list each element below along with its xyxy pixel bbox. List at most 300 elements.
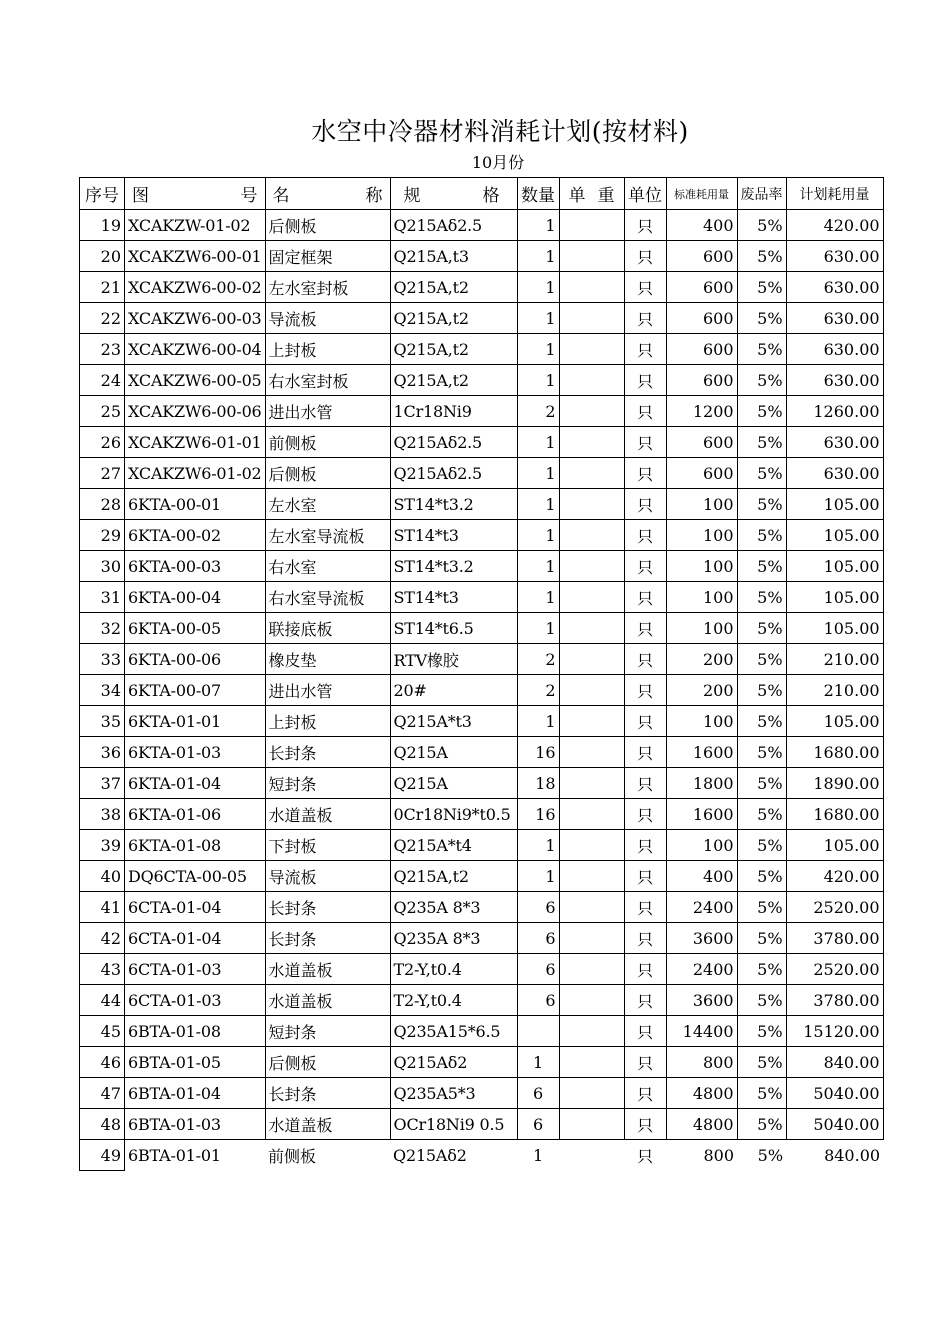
- header-scrap-rate: 废品率: [737, 178, 786, 210]
- row-unit-weight: [559, 1016, 624, 1047]
- row-seq: 44: [80, 985, 125, 1016]
- row-scrap-rate: 5%: [737, 551, 786, 582]
- row-scrap-rate: 5%: [737, 396, 786, 427]
- row-unit-weight: [559, 458, 624, 489]
- row-std-usage: 1600: [666, 799, 737, 830]
- table-row: [80, 644, 884, 675]
- row-drawing-number: 6CTA-01-04: [125, 923, 266, 954]
- row-plan-usage: 2520.00: [786, 954, 883, 985]
- row-name: 左水室导流板: [265, 520, 390, 551]
- row-unit: 只: [624, 365, 666, 396]
- row-unit: 只: [624, 520, 666, 551]
- row-name: 长封条: [265, 892, 390, 923]
- row-qty: 1: [517, 551, 559, 582]
- row-scrap-rate: 5%: [737, 923, 786, 954]
- row-qty: 1: [517, 582, 559, 613]
- row-plan-usage: 630.00: [786, 303, 883, 334]
- row-plan-usage: 210.00: [786, 675, 883, 706]
- row-scrap-rate: 5%: [737, 582, 786, 613]
- row-spec: Q215A,t2: [390, 861, 517, 892]
- row-std-usage: 600: [666, 458, 737, 489]
- row-unit: 只: [624, 1016, 666, 1047]
- row-std-usage: 2400: [666, 954, 737, 985]
- row-qty: 2: [517, 396, 559, 427]
- row-name: 短封条: [265, 768, 390, 799]
- row-plan-usage: 420.00: [786, 210, 883, 241]
- row-name: 前侧板: [265, 427, 390, 458]
- table-row: [80, 458, 884, 489]
- row-drawing-number: XCAKZW6-01-02: [125, 458, 266, 489]
- row-seq: 48: [80, 1109, 125, 1140]
- row-seq: 23: [80, 334, 125, 365]
- row-spec: Q215A: [390, 737, 517, 768]
- row-name: 前侧板: [265, 1140, 390, 1171]
- row-unit: 只: [624, 892, 666, 923]
- row-drawing-number: 6BTA-01-05: [125, 1047, 266, 1078]
- row-seq: 24: [80, 365, 125, 396]
- row-seq: 42: [80, 923, 125, 954]
- row-plan-usage: 630.00: [786, 272, 883, 303]
- row-unit-weight: [559, 675, 624, 706]
- row-drawing-number: 6KTA-01-01: [125, 706, 266, 737]
- row-scrap-rate: 5%: [737, 706, 786, 737]
- row-unit-weight: [559, 334, 624, 365]
- table-row: [80, 737, 884, 768]
- row-unit-weight: [559, 613, 624, 644]
- row-std-usage: 200: [666, 644, 737, 675]
- row-qty: 16: [517, 737, 559, 768]
- row-name: 上封板: [265, 706, 390, 737]
- row-spec: 20#: [390, 675, 517, 706]
- row-unit: 只: [624, 551, 666, 582]
- row-seq: 22: [80, 303, 125, 334]
- row-scrap-rate: 5%: [737, 520, 786, 551]
- row-scrap-rate: 5%: [737, 613, 786, 644]
- row-qty: 16: [517, 799, 559, 830]
- table-row: [80, 1109, 884, 1140]
- row-unit: 只: [624, 272, 666, 303]
- header-qty: 数量: [517, 178, 559, 210]
- row-drawing-number: 6KTA-01-08: [125, 830, 266, 861]
- table-row: [80, 272, 884, 303]
- row-unit-weight: [559, 489, 624, 520]
- row-qty: 6: [517, 923, 559, 954]
- page-title: 水空中冷器材料消耗计划(按材料): [311, 117, 689, 146]
- row-drawing-number: 6KTA-00-05: [125, 613, 266, 644]
- row-drawing-number: 6CTA-01-03: [125, 954, 266, 985]
- row-unit-weight: [559, 520, 624, 551]
- row-spec: Q235A 8*3: [390, 923, 517, 954]
- table-row: [80, 551, 884, 582]
- row-scrap-rate: 5%: [737, 210, 786, 241]
- row-std-usage: 1600: [666, 737, 737, 768]
- row-scrap-rate: 5%: [737, 1078, 786, 1109]
- row-drawing-number: 6BTA-01-08: [125, 1016, 266, 1047]
- row-unit: 只: [624, 830, 666, 861]
- row-name: 后侧板: [265, 1047, 390, 1078]
- row-std-usage: 100: [666, 489, 737, 520]
- row-spec: Q215Aδ2.5: [390, 210, 517, 241]
- row-seq: 46: [80, 1047, 125, 1078]
- row-unit-weight: [559, 737, 624, 768]
- row-unit-weight: [559, 706, 624, 737]
- row-unit: 只: [624, 1047, 666, 1078]
- row-spec: Q235A 8*3: [390, 892, 517, 923]
- row-scrap-rate: 5%: [737, 334, 786, 365]
- row-unit: 只: [624, 458, 666, 489]
- row-seq: 19: [80, 210, 125, 241]
- row-name: 固定框架: [265, 241, 390, 272]
- row-seq: 40: [80, 861, 125, 892]
- row-qty: 6: [517, 892, 559, 923]
- table-row: [80, 334, 884, 365]
- row-seq: 34: [80, 675, 125, 706]
- row-drawing-number: DQ6CTA-00-05: [125, 861, 266, 892]
- row-name: 长封条: [265, 1078, 390, 1109]
- row-scrap-rate: 5%: [737, 241, 786, 272]
- row-unit-weight: [559, 799, 624, 830]
- row-drawing-number: 6CTA-01-04: [125, 892, 266, 923]
- row-unit-weight: [559, 644, 624, 675]
- table-row: [80, 427, 884, 458]
- row-plan-usage: 1680.00: [786, 737, 883, 768]
- row-unit: 只: [624, 737, 666, 768]
- row-scrap-rate: 5%: [737, 644, 786, 675]
- row-unit-weight: [559, 1078, 624, 1109]
- table-row: [80, 1047, 884, 1078]
- row-plan-usage: 2520.00: [786, 892, 883, 923]
- header-unit: 单位: [624, 178, 666, 210]
- row-spec: T2-Y,t0.4: [390, 985, 517, 1016]
- row-qty: 1: [517, 1140, 559, 1171]
- row-drawing-number: XCAKZW6-01-01: [125, 427, 266, 458]
- row-plan-usage: 105.00: [786, 706, 883, 737]
- row-plan-usage: 630.00: [786, 241, 883, 272]
- row-scrap-rate: 5%: [737, 892, 786, 923]
- row-drawing-number: 6CTA-01-03: [125, 985, 266, 1016]
- row-qty: 6: [517, 1109, 559, 1140]
- row-unit: 只: [624, 985, 666, 1016]
- row-spec: Q215A,t2: [390, 272, 517, 303]
- row-qty: 2: [517, 675, 559, 706]
- header-plan-usage: 计划耗用量: [786, 178, 883, 210]
- row-name: 下封板: [265, 830, 390, 861]
- header-name: 名 称: [265, 178, 390, 210]
- row-spec: Q215A*t4: [390, 830, 517, 861]
- row-std-usage: 600: [666, 334, 737, 365]
- row-unit-weight: [559, 303, 624, 334]
- row-name: 水道盖板: [265, 954, 390, 985]
- table-row: [80, 241, 884, 272]
- table-row: [80, 768, 884, 799]
- header-unit-weight: 单 重: [559, 178, 624, 210]
- row-std-usage: 600: [666, 365, 737, 396]
- row-drawing-number: XCAKZW6-00-05: [125, 365, 266, 396]
- row-seq: 29: [80, 520, 125, 551]
- row-plan-usage: 840.00: [786, 1140, 883, 1171]
- row-unit-weight: [559, 923, 624, 954]
- row-unit: 只: [624, 706, 666, 737]
- row-name: 进出水管: [265, 675, 390, 706]
- row-std-usage: 200: [666, 675, 737, 706]
- row-seq: 45: [80, 1016, 125, 1047]
- row-unit: 只: [624, 861, 666, 892]
- table-row: [80, 706, 884, 737]
- row-unit-weight: [559, 985, 624, 1016]
- row-unit: 只: [624, 644, 666, 675]
- row-unit: 只: [624, 582, 666, 613]
- row-spec: Q215A,t2: [390, 334, 517, 365]
- row-seq: 41: [80, 892, 125, 923]
- row-seq: 30: [80, 551, 125, 582]
- row-qty: 1: [517, 241, 559, 272]
- row-seq: 47: [80, 1078, 125, 1109]
- row-drawing-number: 6KTA-01-03: [125, 737, 266, 768]
- row-spec: Q235A5*3: [390, 1078, 517, 1109]
- row-unit: 只: [624, 954, 666, 985]
- table-row: [80, 210, 884, 241]
- row-plan-usage: 105.00: [786, 613, 883, 644]
- row-qty: 1: [517, 613, 559, 644]
- row-std-usage: 100: [666, 706, 737, 737]
- row-qty: 6: [517, 954, 559, 985]
- row-plan-usage: 5040.00: [786, 1078, 883, 1109]
- row-drawing-number: 6KTA-00-07: [125, 675, 266, 706]
- row-unit: 只: [624, 334, 666, 365]
- row-drawing-number: XCAKZW6-00-06: [125, 396, 266, 427]
- row-name: 导流板: [265, 861, 390, 892]
- row-scrap-rate: 5%: [737, 1140, 786, 1171]
- row-qty: 1: [517, 365, 559, 396]
- table-row: [80, 954, 884, 985]
- row-unit-weight: [559, 396, 624, 427]
- row-scrap-rate: 5%: [737, 272, 786, 303]
- row-name: 右水室封板: [265, 365, 390, 396]
- row-drawing-number: 6KTA-01-04: [125, 768, 266, 799]
- row-std-usage: 100: [666, 830, 737, 861]
- row-drawing-number: XCAKZW-01-02: [125, 210, 266, 241]
- row-name: 后侧板: [265, 458, 390, 489]
- row-drawing-number: 6KTA-00-03: [125, 551, 266, 582]
- row-scrap-rate: 5%: [737, 489, 786, 520]
- row-plan-usage: 5040.00: [786, 1109, 883, 1140]
- row-std-usage: 2400: [666, 892, 737, 923]
- table-row: [80, 892, 884, 923]
- row-unit: 只: [624, 675, 666, 706]
- row-plan-usage: 15120.00: [786, 1016, 883, 1047]
- row-plan-usage: 105.00: [786, 489, 883, 520]
- row-qty: 2: [517, 644, 559, 675]
- row-scrap-rate: 5%: [737, 954, 786, 985]
- row-name: 右水室: [265, 551, 390, 582]
- row-unit-weight: [559, 272, 624, 303]
- row-unit: 只: [624, 923, 666, 954]
- row-std-usage: 100: [666, 582, 737, 613]
- row-plan-usage: 630.00: [786, 365, 883, 396]
- row-std-usage: 100: [666, 551, 737, 582]
- table-row: [80, 520, 884, 551]
- row-std-usage: 600: [666, 303, 737, 334]
- row-qty: 1: [517, 830, 559, 861]
- row-std-usage: 4800: [666, 1078, 737, 1109]
- row-plan-usage: 3780.00: [786, 923, 883, 954]
- row-plan-usage: 1890.00: [786, 768, 883, 799]
- row-unit: 只: [624, 1078, 666, 1109]
- table-row: [80, 613, 884, 644]
- table-row: [80, 365, 884, 396]
- row-name: 水道盖板: [265, 1109, 390, 1140]
- table-row: [80, 489, 884, 520]
- row-name: 左水室: [265, 489, 390, 520]
- row-plan-usage: 105.00: [786, 830, 883, 861]
- row-std-usage: 14400: [666, 1016, 737, 1047]
- row-std-usage: 4800: [666, 1109, 737, 1140]
- row-spec: Q215A,t3: [390, 241, 517, 272]
- row-plan-usage: 630.00: [786, 458, 883, 489]
- row-seq: 38: [80, 799, 125, 830]
- row-name: 后侧板: [265, 210, 390, 241]
- row-spec: T2-Y,t0.4: [390, 954, 517, 985]
- row-spec: Q215A,t2: [390, 365, 517, 396]
- row-unit: 只: [624, 396, 666, 427]
- row-scrap-rate: 5%: [737, 1109, 786, 1140]
- row-unit-weight: [559, 1140, 624, 1171]
- row-drawing-number: XCAKZW6-00-01: [125, 241, 266, 272]
- row-qty: 1: [517, 334, 559, 365]
- row-plan-usage: 210.00: [786, 644, 883, 675]
- row-drawing-number: 6KTA-00-01: [125, 489, 266, 520]
- row-qty: 6: [517, 985, 559, 1016]
- table-row: [80, 799, 884, 830]
- row-std-usage: 3600: [666, 923, 737, 954]
- row-std-usage: 1200: [666, 396, 737, 427]
- row-name: 联接底板: [265, 613, 390, 644]
- row-unit: 只: [624, 427, 666, 458]
- row-unit-weight: [559, 861, 624, 892]
- row-spec: ST14*t3: [390, 582, 517, 613]
- row-name: 橡皮垫: [265, 644, 390, 675]
- row-plan-usage: 1680.00: [786, 799, 883, 830]
- row-unit-weight: [559, 582, 624, 613]
- row-plan-usage: 630.00: [786, 427, 883, 458]
- row-unit-weight: [559, 1047, 624, 1078]
- row-qty: 1: [517, 520, 559, 551]
- row-spec: Q215Aδ2: [390, 1047, 517, 1078]
- row-qty: 1: [517, 706, 559, 737]
- table-row: [80, 985, 884, 1016]
- row-spec: 1Cr18Ni9: [390, 396, 517, 427]
- row-std-usage: 600: [666, 272, 737, 303]
- row-scrap-rate: 5%: [737, 303, 786, 334]
- row-spec: ST14*t6.5: [390, 613, 517, 644]
- row-name: 进出水管: [265, 396, 390, 427]
- row-unit-weight: [559, 1109, 624, 1140]
- row-qty: 1: [517, 1047, 559, 1078]
- row-unit-weight: [559, 954, 624, 985]
- row-drawing-number: XCAKZW6-00-02: [125, 272, 266, 303]
- row-qty: 18: [517, 768, 559, 799]
- row-unit-weight: [559, 830, 624, 861]
- row-seq: 31: [80, 582, 125, 613]
- row-drawing-number: 6BTA-01-01: [125, 1140, 266, 1171]
- row-qty: 1: [517, 458, 559, 489]
- material-table: [79, 177, 884, 1171]
- row-std-usage: 600: [666, 241, 737, 272]
- row-plan-usage: 1260.00: [786, 396, 883, 427]
- row-std-usage: 400: [666, 210, 737, 241]
- row-seq: 21: [80, 272, 125, 303]
- header-spec: 规 格: [390, 178, 517, 210]
- row-std-usage: 100: [666, 613, 737, 644]
- row-drawing-number: 6KTA-00-06: [125, 644, 266, 675]
- row-seq: 32: [80, 613, 125, 644]
- row-scrap-rate: 5%: [737, 427, 786, 458]
- row-plan-usage: 630.00: [786, 334, 883, 365]
- row-qty: 1: [517, 861, 559, 892]
- row-spec: RTV橡胶: [390, 644, 517, 675]
- header-row: [80, 178, 884, 210]
- table-row: [80, 1016, 884, 1047]
- table-row: [80, 861, 884, 892]
- row-unit-weight: [559, 427, 624, 458]
- row-std-usage: 3600: [666, 985, 737, 1016]
- row-seq: 49: [80, 1140, 125, 1171]
- row-drawing-number: XCAKZW6-00-03: [125, 303, 266, 334]
- row-spec: Q215A*t3: [390, 706, 517, 737]
- row-unit: 只: [624, 303, 666, 334]
- table-row: [80, 1078, 884, 1109]
- row-scrap-rate: 5%: [737, 675, 786, 706]
- row-std-usage: 1800: [666, 768, 737, 799]
- row-unit-weight: [559, 551, 624, 582]
- row-spec: 0Cr18Ni9*t0.5: [390, 799, 517, 830]
- row-spec: Q215A: [390, 768, 517, 799]
- row-name: 短封条: [265, 1016, 390, 1047]
- row-spec: ST14*t3.2: [390, 551, 517, 582]
- row-scrap-rate: 5%: [737, 1047, 786, 1078]
- row-qty: 1: [517, 272, 559, 303]
- row-spec: Q215Aδ2: [390, 1140, 517, 1171]
- row-std-usage: 400: [666, 861, 737, 892]
- row-plan-usage: 105.00: [786, 520, 883, 551]
- row-spec: Q215A,t2: [390, 303, 517, 334]
- row-unit: 只: [624, 1140, 666, 1171]
- row-seq: 28: [80, 489, 125, 520]
- row-unit-weight: [559, 365, 624, 396]
- header-std-usage: 标准耗用量: [666, 178, 737, 210]
- row-scrap-rate: 5%: [737, 737, 786, 768]
- table-row: [80, 675, 884, 706]
- row-name: 水道盖板: [265, 799, 390, 830]
- row-drawing-number: 6BTA-01-03: [125, 1109, 266, 1140]
- row-unit: 只: [624, 1109, 666, 1140]
- row-plan-usage: 105.00: [786, 551, 883, 582]
- row-unit-weight: [559, 768, 624, 799]
- row-scrap-rate: 5%: [737, 830, 786, 861]
- row-spec: Q215Aδ2.5: [390, 427, 517, 458]
- row-drawing-number: 6KTA-00-04: [125, 582, 266, 613]
- row-seq: 26: [80, 427, 125, 458]
- row-name: 左水室封板: [265, 272, 390, 303]
- row-name: 长封条: [265, 923, 390, 954]
- row-unit: 只: [624, 241, 666, 272]
- row-seq: 33: [80, 644, 125, 675]
- row-unit: 只: [624, 613, 666, 644]
- row-drawing-number: 6KTA-00-02: [125, 520, 266, 551]
- row-std-usage: 100: [666, 520, 737, 551]
- row-unit-weight: [559, 892, 624, 923]
- row-unit-weight: [559, 210, 624, 241]
